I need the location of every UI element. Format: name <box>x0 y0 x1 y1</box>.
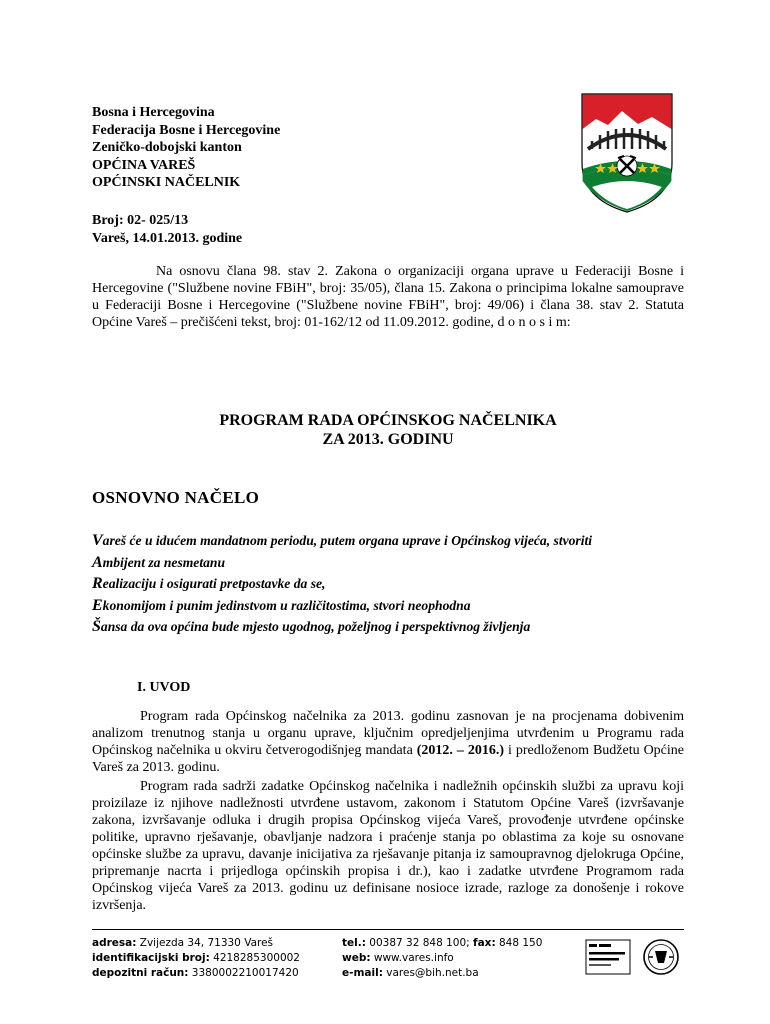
footer-id <box>92 951 300 966</box>
footer-divider <box>92 929 684 930</box>
footer-account <box>92 966 300 981</box>
principle-text: areš će u idućem mandatnom periodu, putem organa uprave i Općinskog vijeća, stvoriti <box>102 533 593 548</box>
coat-of-arms-logo <box>578 91 676 215</box>
uvod-p1-tail: i predloženom Budžetu Općine Vareš za 2013. godinu. <box>92 743 685 775</box>
header-line: OPĆINSKI NAČELNIK <box>92 175 241 190</box>
header-line: Federacija Bosne i Hercegovine <box>92 122 281 138</box>
principle-line <box>92 595 592 617</box>
document-date: Vareš, 14.01.2013. godine <box>92 231 243 246</box>
email-label: e-mail: <box>342 967 383 979</box>
principle-line <box>92 530 592 552</box>
principle-heading: OSNOVNO NAČELO <box>92 488 260 507</box>
principle-initial: R <box>92 575 103 592</box>
principle-text: mbijent za nesmetanu <box>102 554 226 570</box>
account-value: 3380002210017420 <box>188 967 299 979</box>
header-line: OPĆINA VAREŠ <box>92 157 196 173</box>
legal-basis-paragraph: Na osnovu člana 98. stav 2. Zakona o organizaciji organa uprave u Federaciji Bosne i Hercegovine ("Službene novine FBiH", broj: 35/05), člana 15. Zakona o principima lokalne samouprave u Federaciji Bosne i Hercegovine ("Službene novine FBiH", broj: 49/06) i člana 38. stav 2. Statuta Općine Vareš – prečišćeni tekst, broj: 01-162/12 od 11.09.2012. godine, d o n o s i m: <box>92 264 684 330</box>
footer-contact-left <box>92 936 300 981</box>
principle-line <box>92 616 592 638</box>
principle-line <box>92 552 592 574</box>
footer-address <box>92 936 300 951</box>
principle-initial: V <box>92 532 103 549</box>
municipality-header <box>92 104 280 192</box>
account-label: depozitni račun: <box>92 967 189 979</box>
principle-initial: E <box>92 596 103 614</box>
mandate-years: (2012. – 2016.) <box>416 743 505 758</box>
document-number: Broj: 02- 025/13 <box>92 213 189 228</box>
principle-acrostic <box>92 530 592 638</box>
document-reference <box>92 212 242 248</box>
tel-value: 00387 32 848 100; <box>365 937 474 949</box>
id-value: 4218285300002 <box>209 952 300 964</box>
tel-label: tel.: <box>342 937 366 949</box>
address-label: adresa: <box>92 937 137 949</box>
fax-value: 848 150 <box>495 937 543 949</box>
uvod-paragraph-2: Program rada sadrži zadatke Općinskog načelnika i nadležnih općinskih službi za upravu koji proizilaze iz njihove nadležnosti utvrđene ustavom, zakonom i Statutom Općine Vareš (izvršavanje zakona, izvršavanje odluka i drugih propisa Općinskog vijeća Vareš, provođenje utvrđene općinske politike, upravno rješavanje, obavljanje nadzora i praćenje stanja po oblastima za koje su osnovane općinske službe za upravu, davanje inicijativa za rješavanje pitanja iz samoupravnog djelokruga Općine, pripremanje nacrta i prijedloga općinskih propisa i dr.), kao i zadatke utvrđene Programom rada Općinskog vijeća Vareš za 2013. godinu uz definisane nosioce izrade, razloge za donošenje i rokove izvršenja. <box>92 779 684 913</box>
principle-initial: Š <box>92 618 101 635</box>
principle-text: ansa da ova općina bude mjesto ugodnog, poželjnog i perspektivnog življenja <box>100 619 531 634</box>
fax-label: fax: <box>473 937 496 949</box>
footer-phone <box>342 936 542 951</box>
uvod-paragraph-1 <box>92 708 684 776</box>
principle-text: konomijom i punim jedinstvom u različitostima, stvori neophodna <box>102 597 471 613</box>
uvod-p1-text: Program rada Općinskog načelnika za 2013. godinu zasnovan je na procjenama dobivenim analizom trenutnog stanja u organu uprave, ključnim opredjeljenjima utvrđenim u Programu rada Općinskog načelnika u okviru četverogodišnjeg mandata <box>92 709 684 758</box>
address-value: Zvijezda 34, 71330 Vareš <box>136 937 274 949</box>
document-title <box>92 411 684 449</box>
footer-email <box>342 966 542 981</box>
web-label: web: <box>342 952 371 964</box>
email-value: vares@bih.net.ba <box>382 967 479 979</box>
iso-certification-logo <box>585 937 683 977</box>
id-label: identifikacijski broj: <box>92 952 210 964</box>
footer-contact-right <box>342 936 542 981</box>
header-line: Zeničko-dobojski kanton <box>92 140 242 155</box>
principle-text: ealizaciju i osigurati pretpostavke da se, <box>102 576 326 591</box>
web-value: www.vares.info <box>370 952 454 964</box>
header-line: Bosna i Hercegovina <box>92 105 215 120</box>
principle-initial: A <box>92 553 103 571</box>
principle-line <box>92 573 592 595</box>
title-line-2: ZA 2013. GODINU <box>322 431 454 448</box>
footer-web <box>342 951 542 966</box>
title-line-1: PROGRAM RADA OPĆINSKOG NAČELNIKA <box>219 412 557 429</box>
uvod-heading: I. UVOD <box>137 680 191 695</box>
